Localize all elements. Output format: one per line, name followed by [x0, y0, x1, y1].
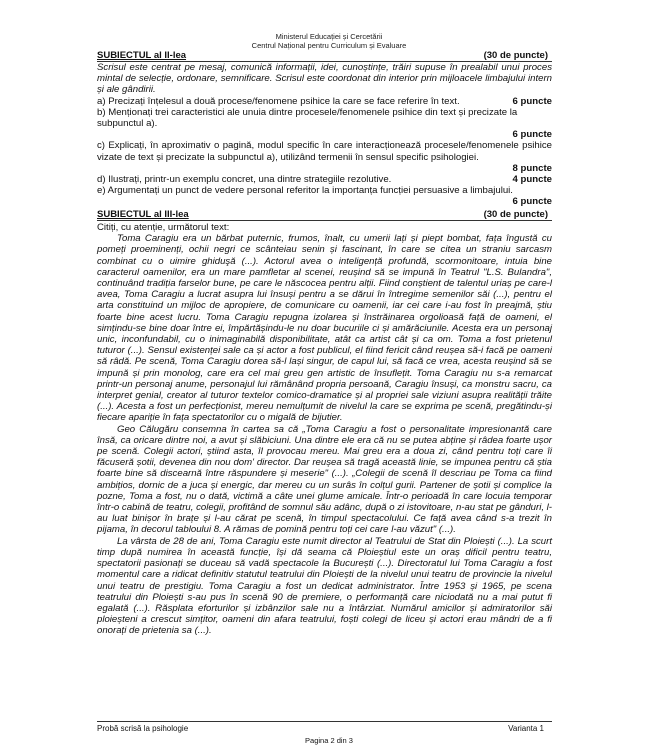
section3-title: SUBIECTUL al III-lea	[97, 209, 189, 220]
question-b-text: b) Menționați trei caracteristici ale unuia dintre procesele/fenomenele psihice din text și precizate la subpunctul a).	[97, 106, 518, 130]
section2-body	[97, 62, 552, 208]
page-header	[0, 32, 658, 50]
reading-paragraph-3: La vârsta de 28 de ani, Toma Caragiu este numit director al Teatrului de Stat din Ploiești (...). La scurt timp după numirea în această funcție, își dă seama că Ploieștiul este un oraș dificil pentru teatru, spectatorii pasionați se duceau să vadă spectacole la București (...). Directoratul lui Toma Caragiu a fost momentul care a ridicat definitiv statutul teatrului din Ploiești de la nivelul unui teatru de provincie la nivelul unui teatru de prestigiu. Toma Caragiu a fost un dedicat administrator. Între 1953 și 1965, pe scena teatrului din Ploiești s-au pus în scenă 90 de premiere, o performanță care niciodată nu a mai putut fi egalată (...). Răsplata eforturilor și izbânzilor sale nu a întârziat. Numărul amicilor și admiratorilor săi ploieșteni a crescut simțitor, oameni din afara teatrului, foști colegi de liceu și actori erau mândri de a fi onorați de prietenia sa (...).	[97, 535, 552, 637]
page-number: Pagina 2 din 3	[305, 736, 353, 745]
question-a	[97, 96, 552, 107]
section3-heading	[97, 209, 552, 220]
reading-text	[97, 233, 552, 636]
footer-variant: Varianta 1	[508, 724, 544, 733]
question-c-text: c) Explicați, în aproximativ o pagină, modul specific în care interacționează procesele/fenomenele psihice vizate de text și precizate la subpunctul a), utilizând termenii în sensul specific psihologiei.	[97, 140, 552, 163]
footer-subject: Probă scrisă la psihologie	[97, 724, 189, 733]
center-name: Centrul Național pentru Curriculum și Evaluare	[251, 41, 407, 50]
question-e-text: e) Argumentați un punct de vedere personal referitor la importanța funcției persuasive a limbajului.	[97, 185, 513, 197]
section2-heading	[97, 50, 552, 61]
question-d	[97, 174, 552, 185]
page-footer	[97, 724, 552, 733]
section3-divider	[97, 220, 552, 221]
question-a-points: 6 puncte	[512, 95, 552, 107]
question-e-points: 6 puncte	[512, 196, 552, 208]
question-b-points: 6 puncte	[512, 129, 552, 141]
reading-paragraph-2: Geo Călugăru consemna în cartea sa că „Toma Caragiu a fost o personalitate impresionantă care însă, ca oricare dintre noi, a avut și slăbiciuni. Una dintre ele era că nu se putea abține și râdea foarte ușor pe scenă. Colegii actori, știind asta, îl provocau mereu. Mai greu era a doua zi, când pentru toți care îi făcuseră șotii, devenea din nou dom' director. Dar reușea să tragă această linie, se impunea pentru că știa foarte bine să discearnă între răspundere și meserie" (...). „Colegii de scenă îl descriau pe Toma ca fiind ambițios, dornic de a juca și energic, dar mereu cu un surâs în colțul gurii. Partener de șotii și complice la pozne, Toma a fost, nu o dată, victimă a câte unei glume amicale. Într-o perioadă în care locuia temporar într-o cabină de teatru, colegii, profitând de somnul său adânc, după o zi istovitoare, n-au stat pe gânduri, l-au luat binișor în brațe și l-au cărat pe scenă, în timpul spectacolului. Ce față avea când s-a trezit în pijama, în decorul tabloului 8. A rămas de pomină pentru toți cei care l-au văzut" (...).	[97, 423, 552, 536]
question-d-points: 4 puncte	[512, 174, 552, 186]
section2-intro: Scrisul este centrat pe mesaj, comunică informații, idei, cunoștințe, trăiri supuse în prealabil unui proces mintal de selecție, ordonare, semnificare. Scrisul este coordonat din interior prin mijloacele limbajului intern și ale gândirii.	[97, 62, 552, 96]
ministry-name: Ministerul Educației și Cercetării	[275, 32, 383, 41]
footer-divider	[97, 721, 552, 722]
section3-body	[97, 222, 552, 637]
section3-instruction: Citiți, cu atenție, următorul text:	[97, 222, 230, 233]
section2-title: SUBIECTUL al II-lea	[97, 50, 187, 61]
section2-points: (30 de puncte)	[483, 50, 548, 61]
question-c-points: 8 puncte	[512, 162, 552, 174]
section3-points: (30 de puncte)	[483, 209, 548, 220]
question-d-text: d) Ilustrați, printr-un exemplu concret, una dintre strategiile rezolutive.	[97, 174, 392, 186]
question-a-text: a) Precizați înțelesul a două procese/fenomene psihice la care se face referire în text.	[97, 95, 460, 107]
reading-paragraph-1: Toma Caragiu era un bărbat puternic, frumos, înalt, cu umerii lați și piept bombat, fața îngustă cu pomeți proeminenți, ochii negri ce scânteiau senin și fascinant, în care se citea un straniu sarcasm combinat cu o uimire ghiduşă (...). Actorul avea o inteligență profundă, scormonitoare, intuia bine caracterul oamenilor, era un mare pamfletar al scenei, reușind să se impună în Teatrul "L.S. Bulandra", continuând tradiția farselor bune, pe care le născocea pentru alții. Fiind conștient de talentul uriaș pe care-l avea, Toma Caragiu a lucrat asupra lui însuși pentru a se dărui în întregime semenilor săi (...), pentru el arta constituind un mijloc de apropiere, de comunicare cu oamenii, iar cei care i-au fost în preajmă, știu foarte bine acest lucru. Toma Caragiu repugna izolarea și înstrăinarea orgolioasă față de oameni, el simțindu-se bine doar între ei, împărtășindu-le nu doar bucuriile ci și amărăciunile. Acesta era un personaj unic, inconfundabil, cu o inimaginabilă disponibilitate, atât ca artist cât și ca om. Toma a fost prietenul tuturor (...). Sensul existenței sale ca și actor a fost publicul, el fiind fericit când reușea să-i facă pe oameni să râdă. Pe scenă, Toma Caragiu dorea să-l lași singur, de capul lui, să facă ce vrea, acesta reușind să se impună și prin monolog, care era cel mai greu gen artistic de însuflețit. Toma Caragiu nu s-a remarcat printr-un personaj anume, personajul lui rămânând propria persoană, Caragiu însuși, ca monstru sacru, ca interpret genial, creator al tuturor textelor comico-dramatice și al propriei sale viziuni asupra realității trăite (...). Acesta a fost un perfecționist, mereu nemulțumit de nivelul la care se exprima pe scenă, pregătindu-și fiecare apariție în fața spectatorilor cu o migală de bijutier.	[97, 233, 552, 424]
